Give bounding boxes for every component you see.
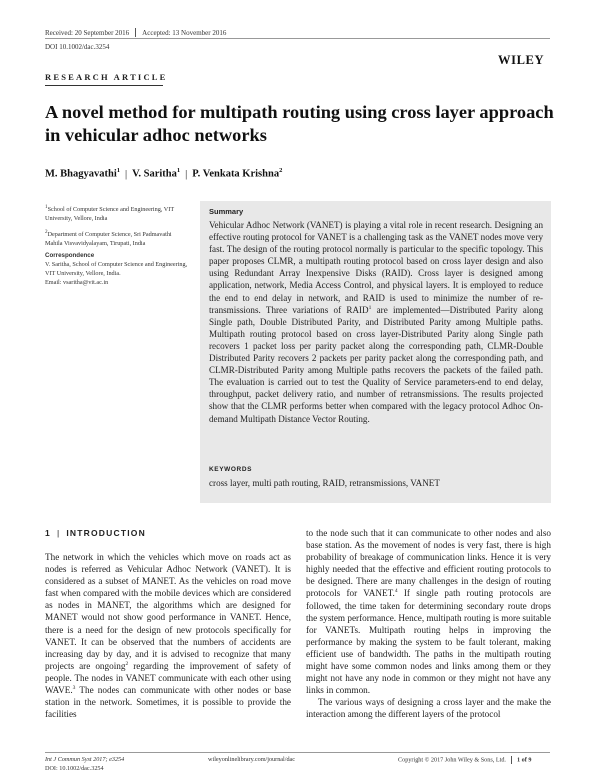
affiliation-1: $^1$School of Computer Science and Engineering, VIT University, Vellore, India xyxy=(45,204,174,222)
keywords-text: cross layer, multi path routing, RAID, retransmissions, VANET xyxy=(209,478,440,488)
section-heading-introduction xyxy=(45,528,146,538)
affiliation-2: $^2$Department of Computer Science, Sri Padmavathi Mahila Visvavidyalayam, Tirupati, India xyxy=(45,228,172,247)
correspondence-heading: Correspondence xyxy=(45,252,95,260)
summary-heading: Summary xyxy=(209,207,244,216)
footer-doi: DOI: 10.1002/dac.3254 xyxy=(45,764,104,772)
author-name[interactable]: M. Bhagyavathi xyxy=(45,168,117,180)
footer-url[interactable]: wileyonlinelibrary.com/journal/dac xyxy=(208,756,296,763)
footer-divider xyxy=(511,756,512,764)
author-affiliation-ref: 1 xyxy=(176,167,181,174)
keywords-heading: KEYWORDS xyxy=(209,466,253,473)
footer-copyright: Copyright © 2017 John Wiley & Sons, Ltd. xyxy=(398,756,506,764)
footer-citation xyxy=(45,756,124,773)
citation-ref[interactable]: 2 xyxy=(125,660,129,667)
section-title: INTRODUCTION xyxy=(66,528,146,538)
correspondence-text: V. Saritha, School of Computer Science and Engineering, VIT University, Vellore, India. Email: vsaritha@vit.ac.in xyxy=(45,261,188,286)
intro-paragraph-2: The various ways of designing a cross layer and the make the interaction among the different layers of the protocol xyxy=(306,697,551,720)
footer-copyright-block xyxy=(398,756,531,764)
body-column-left xyxy=(45,551,291,720)
footer-journal: Int J Commun Syst 2017; e3254 xyxy=(45,756,125,763)
article-type-rule xyxy=(45,85,163,86)
article-type-label: RESEARCH ARTICLE xyxy=(45,72,168,82)
affiliations-block xyxy=(45,203,190,288)
author-name[interactable]: P. Venkata Krishna xyxy=(192,168,280,180)
header-divider xyxy=(135,28,136,37)
author-list xyxy=(45,167,282,180)
footer-rule xyxy=(45,752,550,753)
publisher-logo: WILEY xyxy=(498,53,545,67)
header-rule xyxy=(45,38,550,39)
article-history xyxy=(45,28,226,37)
footnote-ref[interactable]: 1 xyxy=(368,304,372,311)
author-affiliation-ref: 1 xyxy=(116,167,121,174)
accepted-date: Accepted: 13 November 2016 xyxy=(142,28,227,37)
received-date: Received: 20 September 2016 xyxy=(45,28,130,37)
section-number: 1 xyxy=(45,528,51,538)
body-column-right xyxy=(306,527,551,721)
intro-paragraph: The network in which the vehicles which move on roads act as nodes is referred as Vehicular Adhoc Network (VANET). It is considered as a subset of MANET. As the vehicles on road move fast when compared with the mobile devices which are considered as nodes in MANET, the algorithms which are designed for MANET would not show good performance in VANET. Hence, there is a need for the design of new protocols specifically for VANET. It can be observed that the numbers of accidents are increasing day by day, and it is advised to recognize that many projects are ongoing$^2$ regarding the improvement of safety of people. The nodes in VANET communicate with each other using WAVE.$^3$ The nodes can communicate with other nodes or base station in the network. Sometimes, it is possible to provide the facilities xyxy=(45,552,291,720)
article-title: A novel method for multipath routing using cross layer approach in vehicular adhoc networks xyxy=(45,102,554,145)
summary-text: Vehicular Adhoc Network (VANET) is playing a vital role in recent research. Designing an effective routing protocol for VANET is a challenging task as the VANET nodes move very fast. The design of the routing protocol normally is particular to the specific topology. This paper proposes CLMR, a multipath routing protocol based on cross layer design and also using Redundant Array Inexpensive Disks (RAID). Cross layer is designed among application, network, Media Access Control, and physical layers. It is employed to reduce the end to end delay in network, and RAID is used to minimize the number of re-transmissions. Three variations of RAID$^1$ are implemented—Distributed Parity along Single path, Double Distributed Parity, and Distributed Parity among Multiple paths. Multipath routing protocol based on cross layer-Distributed Parity along Single path recovers 1 packet loss per parity packet along the corresponding path, CLMR-Double Distributed Parity recovers 2 packets per parity packet along the corresponding path, and CLMR-Distributed Parity among Multiple paths recovers the packets of the failed path. The evaluation is carried out to test the Quality of Service parameters-end to end delay, throughput, packet delivery ratio, and number of retransmissions. The results projected show that the CLMR performs better when compared with the legacy protocol Adhoc On-demand Multipath Distance Vector Routing. xyxy=(209,220,543,424)
intro-paragraph-continued: to the node such that it can communicate to other nodes and also base station. As the movement of nodes is very fast, there is high probability of breakage of communication links. Hence it is very highly needed that the effective and efficient routing protocols to be designed. There are many challenges in the design of routing protocols for VANET.$^4$ If single path routing protocols are followed, the time taken for determining secondary route drops the system performance. Hence, multipath routing is more suitable for VANETs. Multipath routing helps in improving the performance by making the system to be fault tolerant, making efficient use of bandwidth. The paths in the multipath routing might have some common nodes and links among them or they might not have any node in common or they might not have any links in common. xyxy=(306,528,551,696)
author-name[interactable]: V. Saritha xyxy=(132,168,177,180)
citation-ref[interactable]: 3 xyxy=(72,684,76,691)
citation-ref[interactable]: 4 xyxy=(394,588,398,595)
author-separator: | xyxy=(185,168,188,180)
correspondence-email[interactable]: Email: vsaritha@vit.ac.in xyxy=(45,278,109,286)
header-doi: DOI 10.1002/dac.3254 xyxy=(45,43,110,51)
section-divider: | xyxy=(56,528,61,538)
author-separator: | xyxy=(125,168,128,180)
author-affiliation-ref: 2 xyxy=(279,167,283,174)
page-number: 1 of 9 xyxy=(516,756,532,764)
